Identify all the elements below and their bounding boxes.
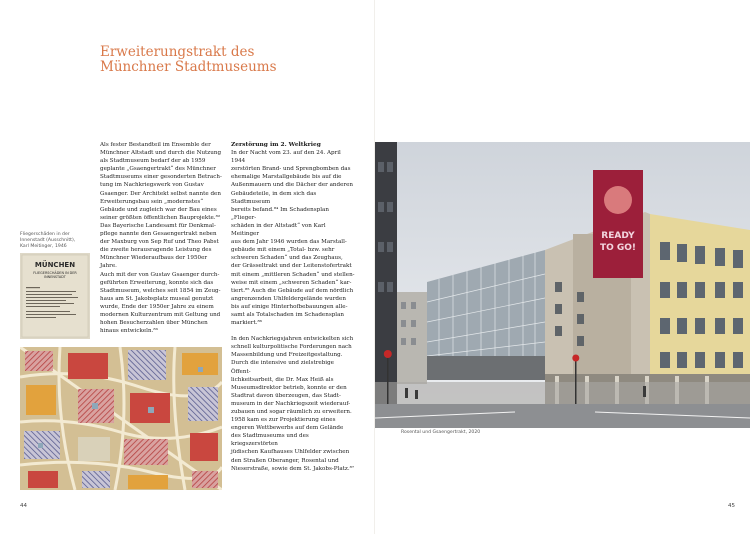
text-line: seiner größten öffentlichen Bauprojekte.⁸² — [100, 214, 221, 221]
text-line: lichkeitsarbeit, die Dr. Max Heiß als — [231, 376, 334, 383]
column-2-paragraph-1 — [231, 149, 355, 327]
text-line: Stadtrat davon überzeugen, das Stadt- — [231, 392, 341, 399]
text-line: schnell kulturpolitische Forderungen nach — [231, 344, 352, 351]
page-number-left: 44 — [20, 503, 27, 509]
text-line: Massenbildung und Freizeitgestaltung. — [231, 352, 343, 359]
text-line: zerstörten Brand- und Sprengbomben das — [231, 166, 351, 173]
text-line: bis auf einige Hinterhofbebauungen alle- — [231, 303, 348, 310]
text-line: Münchner Altstadt und durch die Nutzung — [100, 150, 222, 157]
body-column-2 — [231, 141, 355, 473]
text-line: tung im Nachkriegswerk von Gustav — [100, 182, 204, 189]
text-line: samt als Totalschaden im Schadensplan — [231, 311, 345, 318]
text-line: modernen Kulturzentrum mit Geltung und — [100, 311, 221, 318]
text-line: Gebäudeteile, in dem sich das Stadtmuseum — [231, 190, 317, 205]
poster-line-1: READY — [601, 231, 635, 241]
section-heading: Zerstörung im 2. Weltkrieg — [231, 141, 321, 148]
text-line: hohen Besucherzahlen über München — [100, 320, 208, 327]
text-line: den Straßen Oberanger, Rosental und — [231, 457, 339, 464]
caption-line: Innenstadt (Ausschnitt), — [20, 237, 76, 243]
text-line: Außenmauern und die Dächer der anderen — [231, 182, 353, 189]
text-line: Durch die intensive und zielstrebige Öffent- — [231, 360, 334, 375]
text-line: bereits befand.⁸⁴ Im Schadensplan „Flieger- — [231, 206, 329, 221]
text-line: die zweite herausragende Leistung des — [100, 247, 212, 254]
text-line: Stadtmuseum, welches seit 1854 im Zeug- — [100, 287, 221, 294]
text-line: geführten Erweiterung, konnte sich das — [100, 279, 214, 286]
text-line: haus am St. Jakobsplatz museal genutzt — [100, 295, 214, 302]
text-line: gebäude mit einem „Total- bzw. sehr — [231, 247, 335, 254]
body-column-1 — [100, 141, 222, 335]
text-line: weise mit einem „schweren Schaden“ kar- — [231, 279, 352, 286]
title-line-2: Münchner Stadtmuseums — [100, 59, 277, 75]
text-line: Stadtmuseums einer gesonderten Betrach- — [100, 174, 222, 181]
text-line: der Maxburg von Sep Ruf und Theo Pabst — [100, 239, 219, 246]
text-line: ehemalige Marstallgebäude bis auf die — [231, 174, 342, 181]
text-line: Als fester Bestandteil im Ensemble der — [100, 142, 211, 148]
text-line: Das Bayerische Landesamt für Denkmal- — [100, 222, 216, 229]
text-line: mit einem „mittleren Schaden“ und stellen- — [231, 271, 355, 278]
text-line: der Grässeltrakt und der Leitenstofertrakt — [231, 263, 352, 270]
text-line: Gsaenger. Der Architekt selbst nannte den — [100, 190, 221, 197]
book-cover-title: MÜNCHEN — [34, 261, 76, 269]
caption-left — [20, 232, 82, 249]
caption-line: Karl Meitinger, 1946 — [20, 243, 67, 249]
column-2-paragraph-2 — [231, 335, 355, 473]
text-line: als Stadtmuseum bedarf der ab 1959 — [100, 158, 206, 165]
book-cover-subtitle-2: INNENSTADT — [44, 275, 66, 279]
building-photo — [375, 142, 750, 428]
text-line: museum in der Nachkriegszeit wiederauf- — [231, 400, 351, 407]
text-line: des Stadtmuseums und des kriegszerstörten — [231, 433, 309, 448]
text-line: In den Nachkriegsjahren entwickelten sich — [231, 336, 354, 343]
text-line: pflege nannte den Gesaengertrakt neben — [100, 231, 217, 238]
text-line: Münchner Wiederaufbaus der 1950er Jahre. — [100, 255, 208, 270]
caption-line: Fliegerschäden in der — [20, 232, 70, 237]
column-1-paragraph — [100, 141, 222, 335]
text-line: angrenzenden Uhlfeldergelände wurden — [231, 295, 346, 302]
text-line: tiert.⁸⁵ Auch die Gebäude auf dem nördlich — [231, 287, 354, 294]
text-line: In der Nacht vom 23. auf den 24. April 1944 — [231, 150, 341, 165]
book-cover-subtitle-1: FLIEGERSCHÄDEN IN DER — [33, 271, 77, 275]
text-line: Gebäude und zugleich war der Bau eines — [100, 206, 217, 213]
text-line: Nieserstraße, sowie dem St. Jakobs-Platz.⁸⁷ — [231, 465, 355, 472]
page-number-right: 45 — [728, 503, 735, 509]
poster-line-2: TO GO! — [599, 243, 637, 253]
text-line: 1958 kam es zur Projektierung eines — [231, 417, 336, 424]
text-line: schäden in der Altstadt“ von Karl Meitinger — [231, 222, 326, 238]
text-line: zubauen und sogar räumlich zu erweitern. — [231, 409, 352, 415]
book-cover-image — [20, 253, 90, 339]
text-line: geplante „Gsaengertrakt“ des Münchner — [100, 166, 216, 173]
damage-map-image — [20, 347, 222, 490]
text-line: engeren Wettbewerbs auf dem Gelände — [231, 425, 344, 432]
text-line: markiert.⁸⁶ — [231, 320, 262, 327]
text-line: Museumsdirektor betrieb, konnte er den — [231, 384, 347, 391]
text-line: wurde, Ende der 1950er Jahre zu einem — [100, 303, 214, 310]
caption-right: Rosental und Gsaengertrakt, 2020 — [401, 430, 481, 435]
text-line: Erweiterungsbau sein „modernstes“ — [100, 198, 204, 205]
title-line-1: Erweiterungstrakt des — [100, 44, 255, 60]
text-line: jüdischen Kaufhauses Uhlfelder zwischen — [231, 449, 350, 456]
text-line: schweren Schaden“ und das Zeughaus, — [231, 255, 343, 262]
text-line: Auch mit der von Gustav Gsaenger durch- — [100, 271, 220, 278]
text-line: hinaus entwickeln.⁸³ — [100, 328, 158, 335]
page-title — [100, 45, 360, 75]
text-line: aus dem Jahr 1946 wurden das Marstall- — [231, 239, 347, 246]
